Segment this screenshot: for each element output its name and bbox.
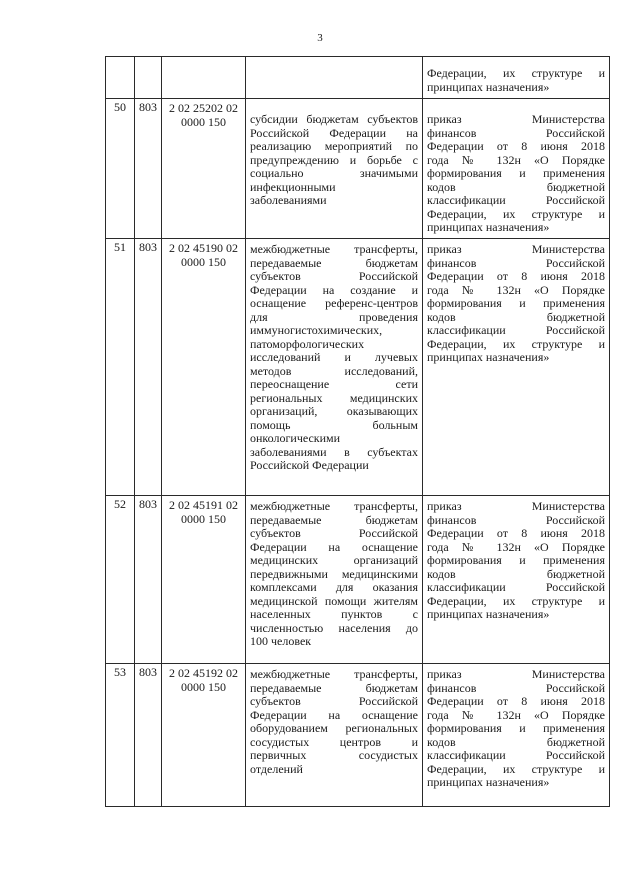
desc-cell xyxy=(246,57,423,99)
text-line: Федерации на оснащение xyxy=(250,539,418,554)
text-line: оснащение референс-центров xyxy=(250,296,418,310)
text-line: межбюджетные трансферты, xyxy=(250,242,418,256)
text-line: принципах назначения» xyxy=(427,79,550,94)
text-line: классификации Российской xyxy=(427,193,605,207)
text-line: приказ Министерства xyxy=(427,667,605,681)
text-line: принципах назначения» xyxy=(427,775,550,789)
text-line: года № 132н «О Порядке xyxy=(427,707,605,722)
num-cell: 51 xyxy=(106,239,135,496)
text-line: заболеваниями xyxy=(250,193,327,207)
text-line: медицинской помощи жителям xyxy=(250,593,418,608)
text-line: иммуногистохимических, xyxy=(250,323,383,337)
kbk-line: 0000 150 xyxy=(181,680,226,694)
text-line: классификации Российской xyxy=(427,580,605,594)
text-line: социально значимыми xyxy=(250,166,418,180)
code-cell: 803 xyxy=(135,239,162,496)
text-line: формирования и применения xyxy=(427,721,605,735)
text-line: приказ Министерства xyxy=(427,242,605,256)
code-cell: 803 xyxy=(135,664,162,807)
text-line: предупреждению и борьбе с xyxy=(250,152,418,167)
text-line: организаций, оказывающих xyxy=(250,404,418,418)
kbk-cell xyxy=(162,57,246,99)
text-line: переоснащение сети xyxy=(250,377,418,391)
num-cell xyxy=(106,57,135,99)
text-line: Российской Федерации на xyxy=(250,125,418,140)
text-line: Российской Федерации xyxy=(250,458,369,472)
text-line: Федерации, их структуре и xyxy=(427,66,605,80)
text-line: медицинских организаций xyxy=(250,553,418,567)
text-line: Федерации от 8 июня 2018 xyxy=(427,269,605,283)
page-number: 3 xyxy=(317,32,323,44)
text-line: формирования и применения xyxy=(427,296,605,310)
text-line: оборудованием региональных xyxy=(250,721,418,735)
desc-cell xyxy=(246,664,423,807)
text-line: численностью населения до xyxy=(250,620,418,635)
text-line: финансов Российской xyxy=(427,125,605,140)
text-line: передаваемые бюджетам xyxy=(250,255,418,270)
text-line: кодов бюджетной xyxy=(427,309,605,324)
text-line: региональных медицинских xyxy=(250,390,418,405)
kbk-line: 2 02 45192 02 xyxy=(169,666,238,680)
text-line: субъектов Российской xyxy=(250,269,418,283)
kbk-line: 0000 150 xyxy=(181,512,226,526)
text-line: отделений xyxy=(250,761,303,776)
text-line: Федерации на оснащение xyxy=(250,707,418,722)
code-cell xyxy=(135,57,162,99)
text-line: принципах назначения» xyxy=(427,350,550,364)
text-line: классификации Российской xyxy=(427,748,605,762)
text-line: сосудистых центров и xyxy=(250,734,418,749)
text-line: заболеваниями в субъектах xyxy=(250,444,418,459)
num-cell: 53 xyxy=(106,664,135,807)
text-line: формирования и применения xyxy=(427,166,605,180)
text-line: межбюджетные трансферты, xyxy=(250,667,418,681)
basis-cell xyxy=(423,239,610,496)
text-line: классификации Российской xyxy=(427,323,605,337)
text-line: финансов Российской xyxy=(427,255,605,270)
table-row xyxy=(106,496,610,664)
text-line: для проведения xyxy=(250,309,418,324)
text-line: Федерации, их структуре и xyxy=(427,206,605,221)
text-line: Федерации от 8 июня 2018 xyxy=(427,139,605,153)
text-line: формирования и применения xyxy=(427,553,605,567)
desc-cell xyxy=(246,496,423,664)
kbk-cell xyxy=(162,496,246,664)
text-line: комплексами для оказания xyxy=(250,580,418,594)
text-line: передаваемые бюджетам xyxy=(250,680,418,695)
text-line: патоморфологических xyxy=(250,336,365,351)
code-cell: 803 xyxy=(135,99,162,239)
code-cell: 803 xyxy=(135,496,162,664)
text-line: помощь больным xyxy=(250,417,418,432)
text-line: методов исследований, xyxy=(250,363,418,378)
basis-cell xyxy=(423,57,610,99)
desc-cell xyxy=(246,99,423,239)
continuation-row xyxy=(106,57,610,99)
text-line: принципах назначения» xyxy=(427,607,550,621)
text-line: Федерации, их структуре и xyxy=(427,761,605,776)
num-cell: 50 xyxy=(106,99,135,239)
table-row xyxy=(106,664,610,807)
num-cell: 52 xyxy=(106,496,135,664)
text-line: онкологическими xyxy=(250,431,341,445)
basis-cell xyxy=(423,496,610,664)
text-line: Федерации, их структуре и xyxy=(427,336,605,351)
text-line: финансов Российской xyxy=(427,680,605,695)
text-line: передаваемые бюджетам xyxy=(250,512,418,527)
text-line: кодов бюджетной xyxy=(427,179,605,194)
text-line: приказ Министерства xyxy=(427,112,605,126)
table-row xyxy=(106,99,610,239)
text-line: 100 человек xyxy=(250,634,312,648)
text-line: финансов Российской xyxy=(427,512,605,527)
text-line: Федерации от 8 июня 2018 xyxy=(427,694,605,708)
table-row xyxy=(106,239,610,496)
text-line: приказ Министерства xyxy=(427,499,605,513)
kbk-line: 2 02 45191 02 xyxy=(169,498,238,512)
text-line: населенных пунктов с xyxy=(250,607,418,621)
kbk-cell xyxy=(162,99,246,239)
desc-cell xyxy=(246,239,423,496)
text-line: исследований и лучевых xyxy=(250,350,418,364)
text-line: субъектов Российской xyxy=(250,694,418,708)
text-line: кодов бюджетной xyxy=(427,734,605,749)
text-line: Федерации от 8 июня 2018 xyxy=(427,526,605,540)
text-line: принципах назначения» xyxy=(427,220,550,234)
kbk-line: 2 02 45190 02 xyxy=(169,241,238,255)
basis-cell xyxy=(423,99,610,239)
budget-classification-table xyxy=(105,56,610,807)
text-line: года № 132н «О Порядке xyxy=(427,152,605,167)
text-line: первичных сосудистых xyxy=(250,748,418,762)
text-line: года № 132н «О Порядке xyxy=(427,282,605,297)
kbk-line: 0000 150 xyxy=(181,255,226,269)
text-line: года № 132н «О Порядке xyxy=(427,539,605,554)
kbk-cell xyxy=(162,664,246,807)
basis-cell xyxy=(423,664,610,807)
text-line: реализацию мероприятий по xyxy=(250,139,418,153)
text-line: инфекционными xyxy=(250,179,336,194)
kbk-line: 2 02 25202 02 xyxy=(169,101,238,115)
text-line: кодов бюджетной xyxy=(427,566,605,581)
text-line: Федерации, их структуре и xyxy=(427,593,605,608)
text-line: передвижными медицинскими xyxy=(250,566,418,581)
text-line: субъектов Российской xyxy=(250,526,418,540)
text-line: Федерации на создание и xyxy=(250,282,418,297)
text-line: межбюджетные трансферты, xyxy=(250,499,418,513)
kbk-line: 0000 150 xyxy=(181,115,226,129)
text-line: субсидии бюджетам субъектов xyxy=(250,112,418,126)
kbk-cell xyxy=(162,239,246,496)
